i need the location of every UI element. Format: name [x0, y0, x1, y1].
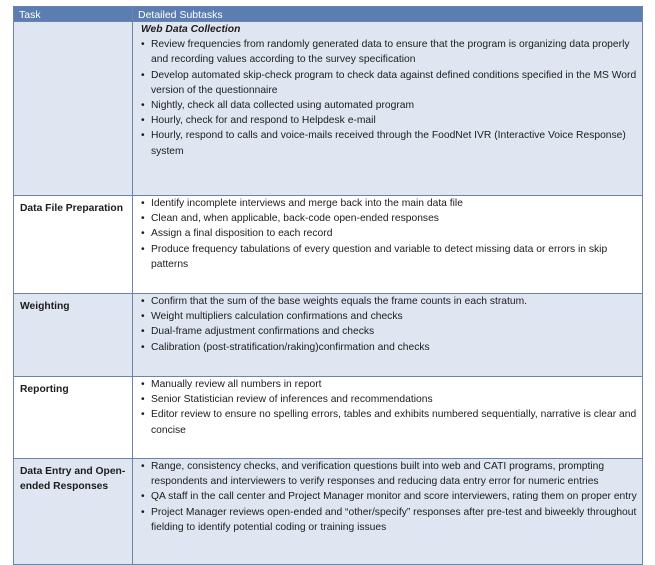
list-item: [139, 489, 638, 504]
bullet-icon: •: [141, 379, 145, 390]
list-item-text: Confirm that the sum of the base weights equals the frame counts in each stratum.: [151, 296, 528, 307]
list-item-text: Hourly, respond to calls and voice-mails received through the FoodNet IVR (Interactive Voice Response) system: [151, 130, 626, 157]
list-item: [139, 294, 638, 309]
subtask-heading: Web Data Collection: [141, 24, 241, 35]
list-item-text: Senior Statistician review of inferences and recommendations: [151, 394, 433, 406]
bullet-icon: •: [141, 228, 145, 240]
subtask-list: [139, 294, 638, 355]
list-item: [139, 407, 638, 437]
bullet-icon: •: [141, 326, 145, 338]
list-item-text: Produce frequency tabulations of every question and variable to detect missing data or errors in skip patterns: [151, 243, 608, 270]
table-header-row: [14, 7, 643, 22]
table-row: [14, 377, 643, 459]
subtask-list: [139, 37, 638, 159]
bullet-icon: •: [141, 491, 145, 503]
list-item-text: Clean and, when applicable, back-code open-ended responses: [151, 213, 439, 225]
list-item-text: Develop automated skip-check program to check data against defined conditions specified in the MS Word version of the questionnaire: [151, 69, 637, 96]
bullet-icon: •: [141, 213, 145, 225]
list-item-text: Identify incomplete interviews and merge back into the main data file: [151, 198, 463, 209]
bullet-icon: •: [141, 243, 145, 255]
list-item-text: Hourly, check for and respond to Helpdesk e-mail: [151, 115, 376, 127]
list-item: [139, 324, 638, 339]
task-cell: Data File Preparation: [14, 196, 133, 294]
bullet-icon: •: [141, 506, 145, 518]
list-item-text: Range, consistency checks, and verification questions built into web and CATI programs, prompting respondents and interviewers to verify responses and reducing data entry error for numeric entries: [151, 461, 605, 488]
bullet-icon: •: [141, 198, 145, 209]
table-row: [14, 294, 643, 377]
list-item: [139, 505, 638, 535]
subtasks-cell: [133, 294, 643, 377]
list-item: [139, 196, 638, 211]
table-row: [14, 22, 643, 196]
subtasks-cell: [133, 377, 643, 459]
subtasks-cell: [133, 459, 643, 565]
list-item-text: Calibration (post-stratification/raking)confirmation and checks: [151, 341, 430, 353]
list-item: [139, 113, 638, 128]
list-item-text: Weight multipliers calculation confirmations and checks: [151, 311, 403, 323]
list-item: [139, 128, 638, 158]
list-item: [139, 392, 638, 407]
bullet-icon: •: [141, 311, 145, 323]
list-item-text: Project Manager reviews open-ended and “other/specify” responses after pre-test and biweekly throughout fielding to identify potential coding or training issues: [151, 506, 637, 533]
subtask-list: [139, 459, 638, 535]
bullet-icon: •: [141, 39, 145, 51]
header-task: Task: [14, 7, 133, 22]
subtask-list: [139, 196, 638, 272]
list-item-text: Assign a final disposition to each record: [151, 228, 333, 240]
bullet-icon: •: [141, 69, 145, 81]
bullet-icon: •: [141, 115, 145, 127]
task-cell: Weighting: [14, 294, 133, 377]
list-item: [139, 211, 638, 226]
bullet-icon: •: [141, 341, 145, 353]
bullet-icon: •: [141, 100, 145, 112]
subtask-list: [139, 377, 638, 438]
list-item-text: Review frequencies from randomly generated data to ensure that the program is organizing data properly and recording values according to the survey specification: [151, 39, 630, 66]
list-item: [139, 37, 638, 67]
list-item-text: Nightly, check all data collected using automated program: [151, 100, 415, 112]
task-cell: Reporting: [14, 377, 133, 459]
list-item-text: Editor review to ensure no spelling errors, tables and exhibits numbered sequentially, narrative is clear and concise: [151, 409, 637, 436]
list-item: [139, 340, 638, 355]
task-cell: [14, 22, 133, 196]
list-item: [139, 98, 638, 113]
table-row: [14, 196, 643, 294]
task-cell: Data Entry and Open-ended Responses: [14, 459, 133, 565]
subtasks-cell: [133, 196, 643, 294]
list-item-text: Dual-frame adjustment confirmations and checks: [151, 326, 375, 338]
list-item: [139, 226, 638, 241]
qa-tasks-table: [13, 6, 643, 565]
bullet-icon: •: [141, 461, 145, 472]
list-item: [139, 459, 638, 489]
bullet-icon: •: [141, 409, 145, 421]
list-item-text: Manually review all numbers in report: [151, 379, 322, 390]
list-item-text: QA staff in the call center and Project Manager monitor and score interviewers, rating them on proper entry: [151, 491, 637, 503]
list-item: [139, 68, 638, 98]
bullet-icon: •: [141, 394, 145, 406]
header-subtasks: Detailed Subtasks: [133, 7, 643, 22]
bullet-icon: •: [141, 130, 145, 142]
list-item: [139, 309, 638, 324]
list-item: [139, 242, 638, 272]
subtasks-cell: [133, 22, 643, 196]
bullet-icon: •: [141, 296, 145, 307]
table-row: [14, 459, 643, 565]
list-item: [139, 377, 638, 392]
